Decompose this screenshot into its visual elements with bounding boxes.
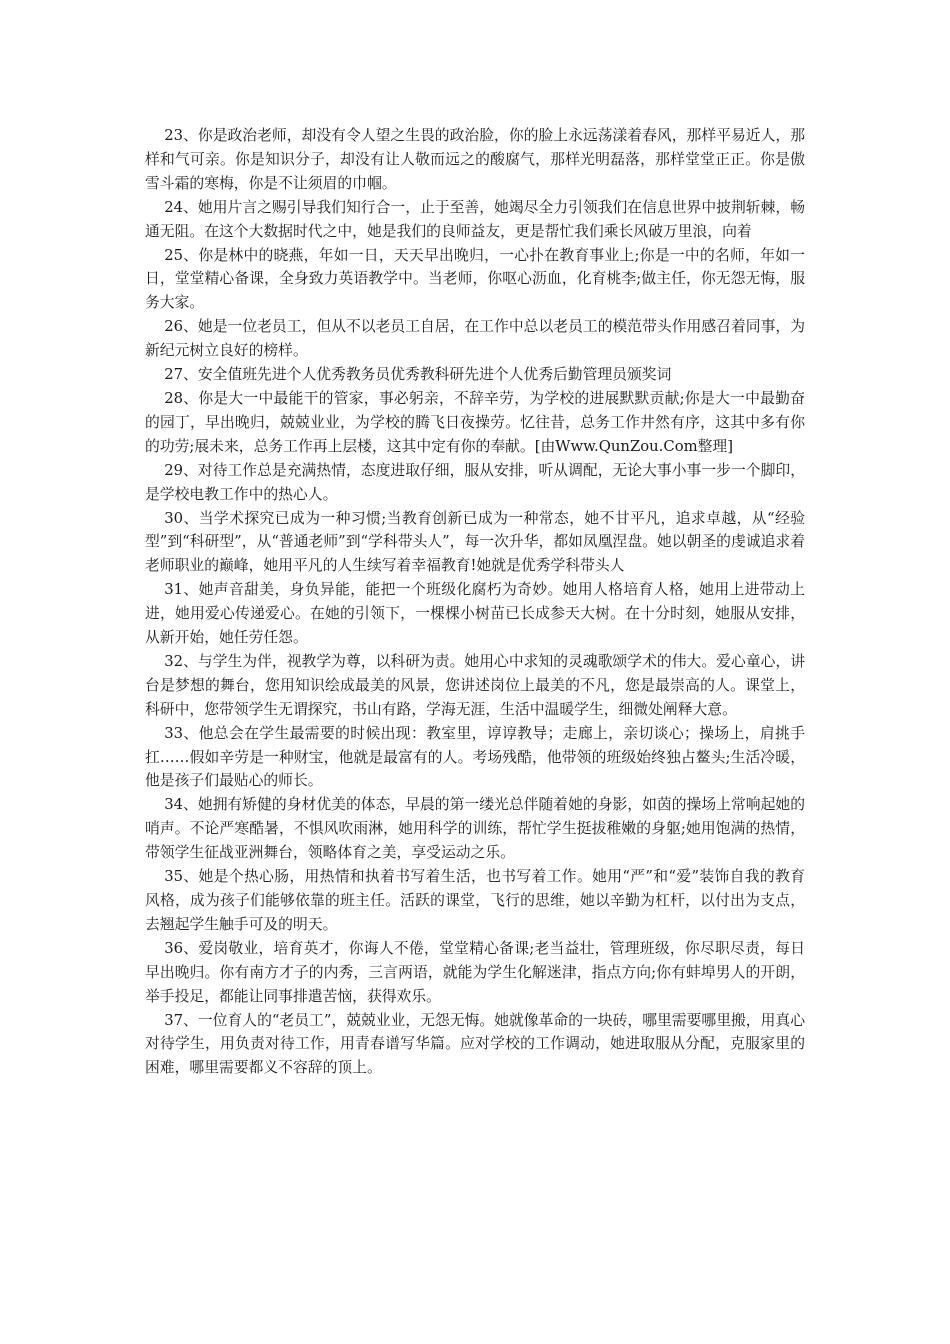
paragraph-24: 24、她用片言之赐引导我们知行合一，止于至善，她竭尽全力引领我们在信息世界中披荆斩棘，畅通无阻。在这个大数据时代之中，她是我们的良师益友，更是帮忙我们乘长风破万里浪，向着 [145,198,805,240]
paragraph-33: 33、他总会在学生最需要的时候出现：教室里，谆谆教导；走廊上，亲切谈心；操场上，肩挑手扛……假如辛劳是一种财宝，他就是最富有的人。考场残酷，他带领的班级始终独占鳌头;生活冷暖，他是孩子们最贴心的师长。 [145,724,805,790]
paragraph-37: 37、一位育人的“老员工”，兢兢业业，无怨无悔。她就像革命的一块砖，哪里需要哪里搬，用真心对待学生，用负责对待工作，用青春谱写华篇。应对学校的工作调动，她进取服从分配，克服家里的困难，哪里需要都义不容辞的顶上。 [145,1011,805,1077]
paragraph-23: 23、你是政治老师，却没有令人望之生畏的政治脸，你的脸上永远荡漾着春风，那样平易近人，那样和气可亲。你是知识分子，却没有让人敬而远之的酸腐气，那样光明磊落，那样堂堂正正。你是傲雪斗霜的寒梅，你是不让须眉的巾帼。 [145,127,805,192]
document-body [145,124,805,1080]
paragraph-28: 28、你是大一中最能干的管家，事必躬亲，不辞辛劳，为学校的进展默默贡献;你是大一中最勤奋的园丁，早出晚归，兢兢业业，为学校的腾飞日夜操劳。忆往昔，总务工作井然有序，这其中多有你的功劳;展未来，总务工作再上层楼，这其中定有你的奉献。[由Www.QunZou.Com整理] [145,389,805,455]
paragraph-35: 35、她是个热心肠，用热情和执着书写着生活，也书写着工作。她用“严”和“爱”装饰自我的教育风格，成为孩子们能够依靠的班主任。活跃的课堂，飞行的思维，她以辛勤为杠杆，以付出为支点，去翘起学生触手可及的明天。 [145,868,805,933]
paragraph-27: 27、安全值班先进个人优秀教务员优秀教科研先进个人优秀后勤管理员颁奖词 [164,366,672,384]
paragraph-29: 29、对待工作总是充满热情，态度进取仔细，服从安排，听从调配，无论大事小事一步一个脚印，是学校电教工作中的热心人。 [145,461,805,503]
paragraph-34: 34、她拥有矫健的身材优美的体态，早晨的第一缕光总伴随着她的身影，如茵的操场上常响起她的哨声。不论严寒酷暑，不惧风吹雨淋，她用科学的训练，帮忙学生挺拔稚嫩的身躯;她用饱满的热情，带领学生征战亚洲舞台，领略体育之美，享受运动之乐。 [145,796,805,862]
paragraph-36: 36、爱岗敬业，培育英才，你诲人不倦，堂堂精心备课;老当益壮，管理班级，你尽职尽责，每日早出晚归。你有南方才子的内秀，三言两语，就能为学生化解迷津，指点方向;你有蚌埠男人的开朗，举手投足，都能让同事排遣苦恼，获得欢乐。 [145,939,805,1005]
paragraph-25: 25、你是林中的晓燕，年如一日，天天早出晚归，一心扑在教育事业上;你是一中的名师，年如一日，堂堂精心备课，全身致力英语教学中。当老师，你呕心沥血，化育桃李;做主任，你无怨无悔，服务大家。 [145,246,805,312]
paragraph-26: 26、她是一位老员工，但从不以老员工自居，在工作中总以老员工的模范带头作用感召着同事，为新纪元树立良好的榜样。 [145,318,805,360]
paragraph-32: 32、与学生为伴，视教学为尊，以科研为责。她用心中求知的灵魂歌颂学术的伟大。爱心童心，讲台是梦想的舞台，您用知识绘成最美的风景，您讲述岗位上最美的不凡，您是最崇高的人。课堂上，科研中，您带领学生无谓探究，书山有路，学海无涯，生活中温暖学生，细微处阐释大意。 [145,652,805,718]
paragraph-30: 30、当学术探究已成为一种习惯;当教育创新已成为一种常态，她不甘平凡，追求卓越，从“经验型”到“科研型”，从“普通老师”到“学科带头人”，每一次升华，都如凤凰涅盘。她以朝圣的虔诚追求着老师职业的巅峰，她用平凡的人生续写着幸福教育!她就是优秀学科带头人 [145,509,805,575]
paragraph-31: 31、她声音甜美，身负异能，能把一个班级化腐朽为奇妙。她用人格培育人格，她用上进带动上进，她用爱心传递爱心。在她的引领下，一棵棵小树苗已长成参天大树。在十分时刻，她服从安排，从新开始，她任劳任怨。 [145,581,805,647]
